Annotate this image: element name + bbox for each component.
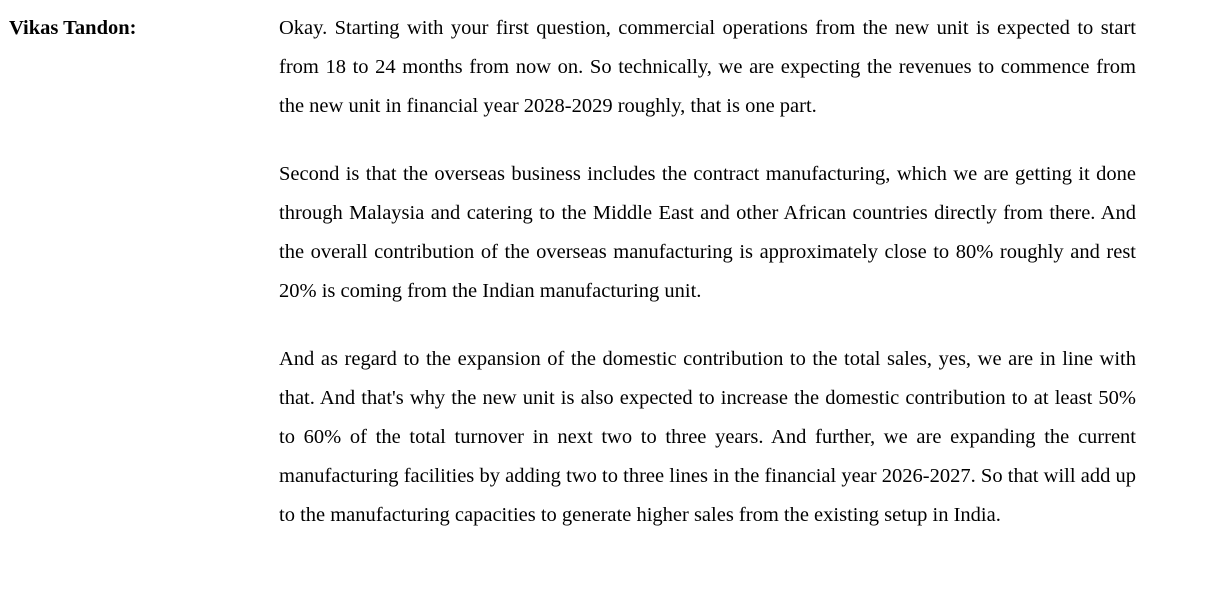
answer-paragraph-1: Okay. Starting with your first question, commercial operations from the new unit is expected to start from 18 to 24 months from now on. So technically, we are expecting the revenues to commence from the new unit in financial year 2028-2029 roughly, that is one part.: [279, 17, 1136, 117]
answer-paragraph-2: Second is that the overseas business includes the contract manufacturing, which we are getting it done through Malaysia and catering to the Middle East and other African countries directly from there. And the overall contribution of the overseas manufacturing is approximately close to 80% roughly and rest 20% is coming from the Indian manufacturing unit.: [279, 163, 1136, 302]
speaker-name: Vikas Tandon:: [9, 17, 137, 39]
answer-paragraph-3: And as regard to the expansion of the domestic contribution to the total sales, yes, we are in line with that. And that's why the new unit is also expected to increase the domestic contribution to at least 50% to 60% of the total turnover in next two to three years. And further, we are expanding the current manufacturing facilities by adding two to three lines in the financial year 2026-2027. So that will add up to the manufacturing capacities to generate higher sales from the existing setup in India.: [279, 348, 1136, 526]
